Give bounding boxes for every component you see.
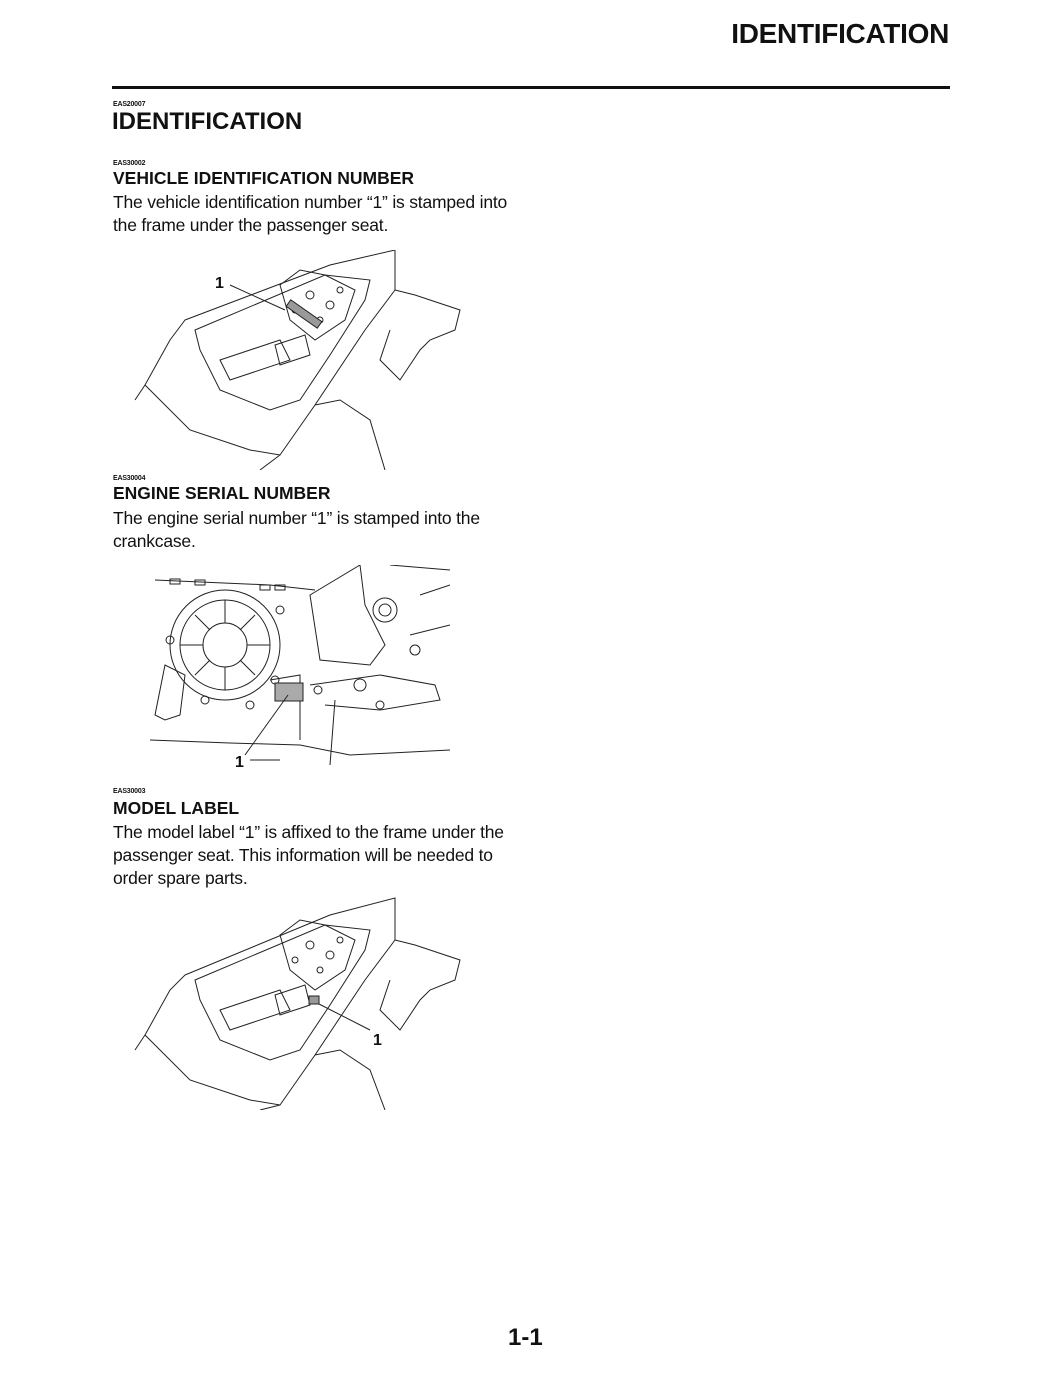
section-title-engine: ENGINE SERIAL NUMBER bbox=[113, 483, 331, 503]
section-code: EAS30004 bbox=[113, 475, 146, 482]
engine-serial-illustration bbox=[150, 565, 450, 775]
section-text-vin: The vehicle identification number “1” is stamped into the frame under the passenger seat. bbox=[113, 192, 508, 235]
callout-label: 1 bbox=[373, 1032, 382, 1049]
section-code: EAS30002 bbox=[113, 160, 146, 167]
header-divider bbox=[112, 86, 950, 89]
section-title-model-label: MODEL LABEL bbox=[113, 798, 240, 818]
section-code: EAS20007 bbox=[113, 101, 146, 108]
vin-location-illustration bbox=[130, 250, 490, 470]
model-label-illustration bbox=[130, 890, 490, 1110]
callout-label: 1 bbox=[215, 275, 224, 292]
section-code: EAS30003 bbox=[113, 788, 146, 795]
section-text-model-label: The model label “1” is affixed to the frame under the passenger seat. This information will be needed to order spare parts. bbox=[113, 822, 504, 888]
page-title: IDENTIFICATION bbox=[112, 108, 303, 135]
page-number: 1-1 bbox=[508, 1324, 543, 1351]
header-title: IDENTIFICATION bbox=[731, 18, 949, 49]
section-title-vin: VEHICLE IDENTIFICATION NUMBER bbox=[113, 168, 415, 188]
callout-label: 1 bbox=[235, 754, 244, 771]
section-text-engine: The engine serial number “1” is stamped into the crankcase. bbox=[113, 508, 480, 551]
